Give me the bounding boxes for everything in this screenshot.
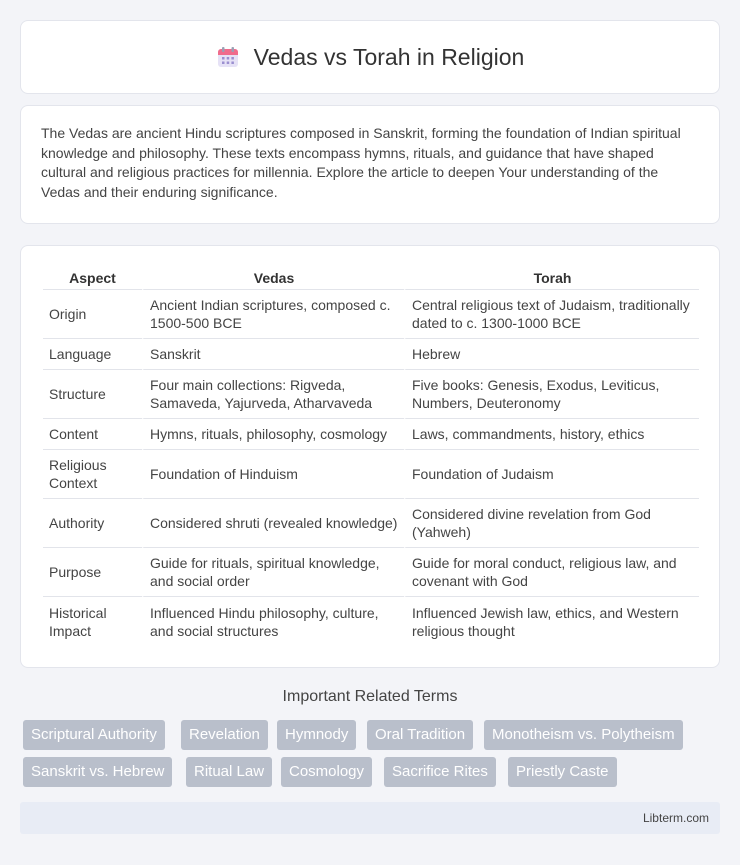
cell-vedas: Ancient Indian scriptures, composed c. 1500-500 BCE [142, 290, 404, 339]
table-row [43, 548, 699, 597]
related-terms-title: Important Related Terms [282, 688, 458, 705]
cell-aspect: Structure [43, 370, 142, 419]
tag-sanskrit-vs-hebrew[interactable]: Sanskrit vs. Hebrew [23, 757, 172, 787]
cell-torah: Considered divine revelation from God (Yahweh) [404, 499, 699, 548]
footer [20, 802, 720, 834]
page-title: Vedas vs Torah in Religion [253, 43, 525, 70]
tag-cosmology[interactable]: Cosmology [281, 757, 372, 787]
intro-text: The Vedas are ancient Hindu scriptures composed in Sanskrit, forming the foundation of Indian spiritual knowledge and philosophy. These texts encompass hymns, rituals, and guidance that have shaped cultural and religious practices for millennia. Explore the article to deepen Your understanding of the Vedas and their enduring significance. [41, 125, 681, 200]
header-aspect: Aspect [43, 266, 142, 290]
title-card [20, 20, 720, 94]
cell-vedas: Guide for rituals, spiritual knowledge, and social order [142, 548, 404, 597]
cell-torah: Hebrew [404, 339, 699, 370]
cell-vedas: Sanskrit [142, 339, 404, 370]
cell-torah: Influenced Jewish law, ethics, and Western religious thought [404, 597, 699, 646]
cell-torah: Foundation of Judaism [404, 450, 699, 499]
cell-aspect: Religious Context [43, 450, 142, 499]
cell-aspect: Purpose [43, 548, 142, 597]
table-row [43, 419, 699, 450]
intro-card [20, 105, 720, 224]
table-row [43, 339, 699, 370]
cell-vedas: Hymns, rituals, philosophy, cosmology [142, 419, 404, 450]
calendar-icon [216, 45, 240, 69]
table-row [43, 499, 699, 548]
cell-aspect: Origin [43, 290, 142, 339]
cell-aspect: Content [43, 419, 142, 450]
tag-scriptural-authority[interactable]: Scriptural Authority [23, 720, 165, 750]
table-row [43, 450, 699, 499]
cell-aspect: Historical Impact [49, 604, 107, 639]
tag-sacrifice-rites[interactable]: Sacrifice Rites [384, 757, 496, 787]
tag-priestly-caste[interactable]: Priestly Caste [508, 757, 617, 787]
cell-aspect: Language [43, 339, 142, 370]
cell-vedas: Considered shruti (revealed knowledge) [142, 499, 404, 548]
cell-vedas: Foundation of Hinduism [142, 450, 404, 499]
cell-torah: Central religious text of Judaism, traditionally dated to c. 1300-1000 BCE [404, 290, 699, 339]
cell-torah: Laws, commandments, history, ethics [404, 419, 699, 450]
table-row [43, 290, 699, 339]
header-torah: Torah [404, 266, 699, 290]
table-row [43, 370, 699, 419]
tag-revelation[interactable]: Revelation [181, 720, 268, 750]
cell-vedas: Influenced Hindu philosophy, culture, and social structures [142, 597, 404, 646]
tag-monotheism-vs-polytheism[interactable]: Monotheism vs. Polytheism [484, 720, 683, 750]
comparison-table-card [20, 245, 720, 668]
tag-ritual-law[interactable]: Ritual Law [186, 757, 272, 787]
cell-aspect: Authority [43, 499, 142, 548]
cell-torah: Five books: Genesis, Exodus, Leviticus, Numbers, Deuteronomy [404, 370, 699, 419]
tag-hymnody[interactable]: Hymnody [277, 720, 356, 750]
cell-vedas: Four main collections: Rigveda, Samaveda, Yajurveda, Atharvaveda [142, 370, 404, 419]
comparison-table [43, 266, 699, 646]
footer-site-link[interactable]: Libterm.com [642, 811, 709, 825]
cell-torah: Guide for moral conduct, religious law, and covenant with God [404, 548, 699, 597]
table-row [43, 597, 699, 646]
tag-oral-tradition[interactable]: Oral Tradition [367, 720, 473, 750]
table-header-row [43, 266, 699, 290]
header-vedas: Vedas [142, 266, 404, 290]
